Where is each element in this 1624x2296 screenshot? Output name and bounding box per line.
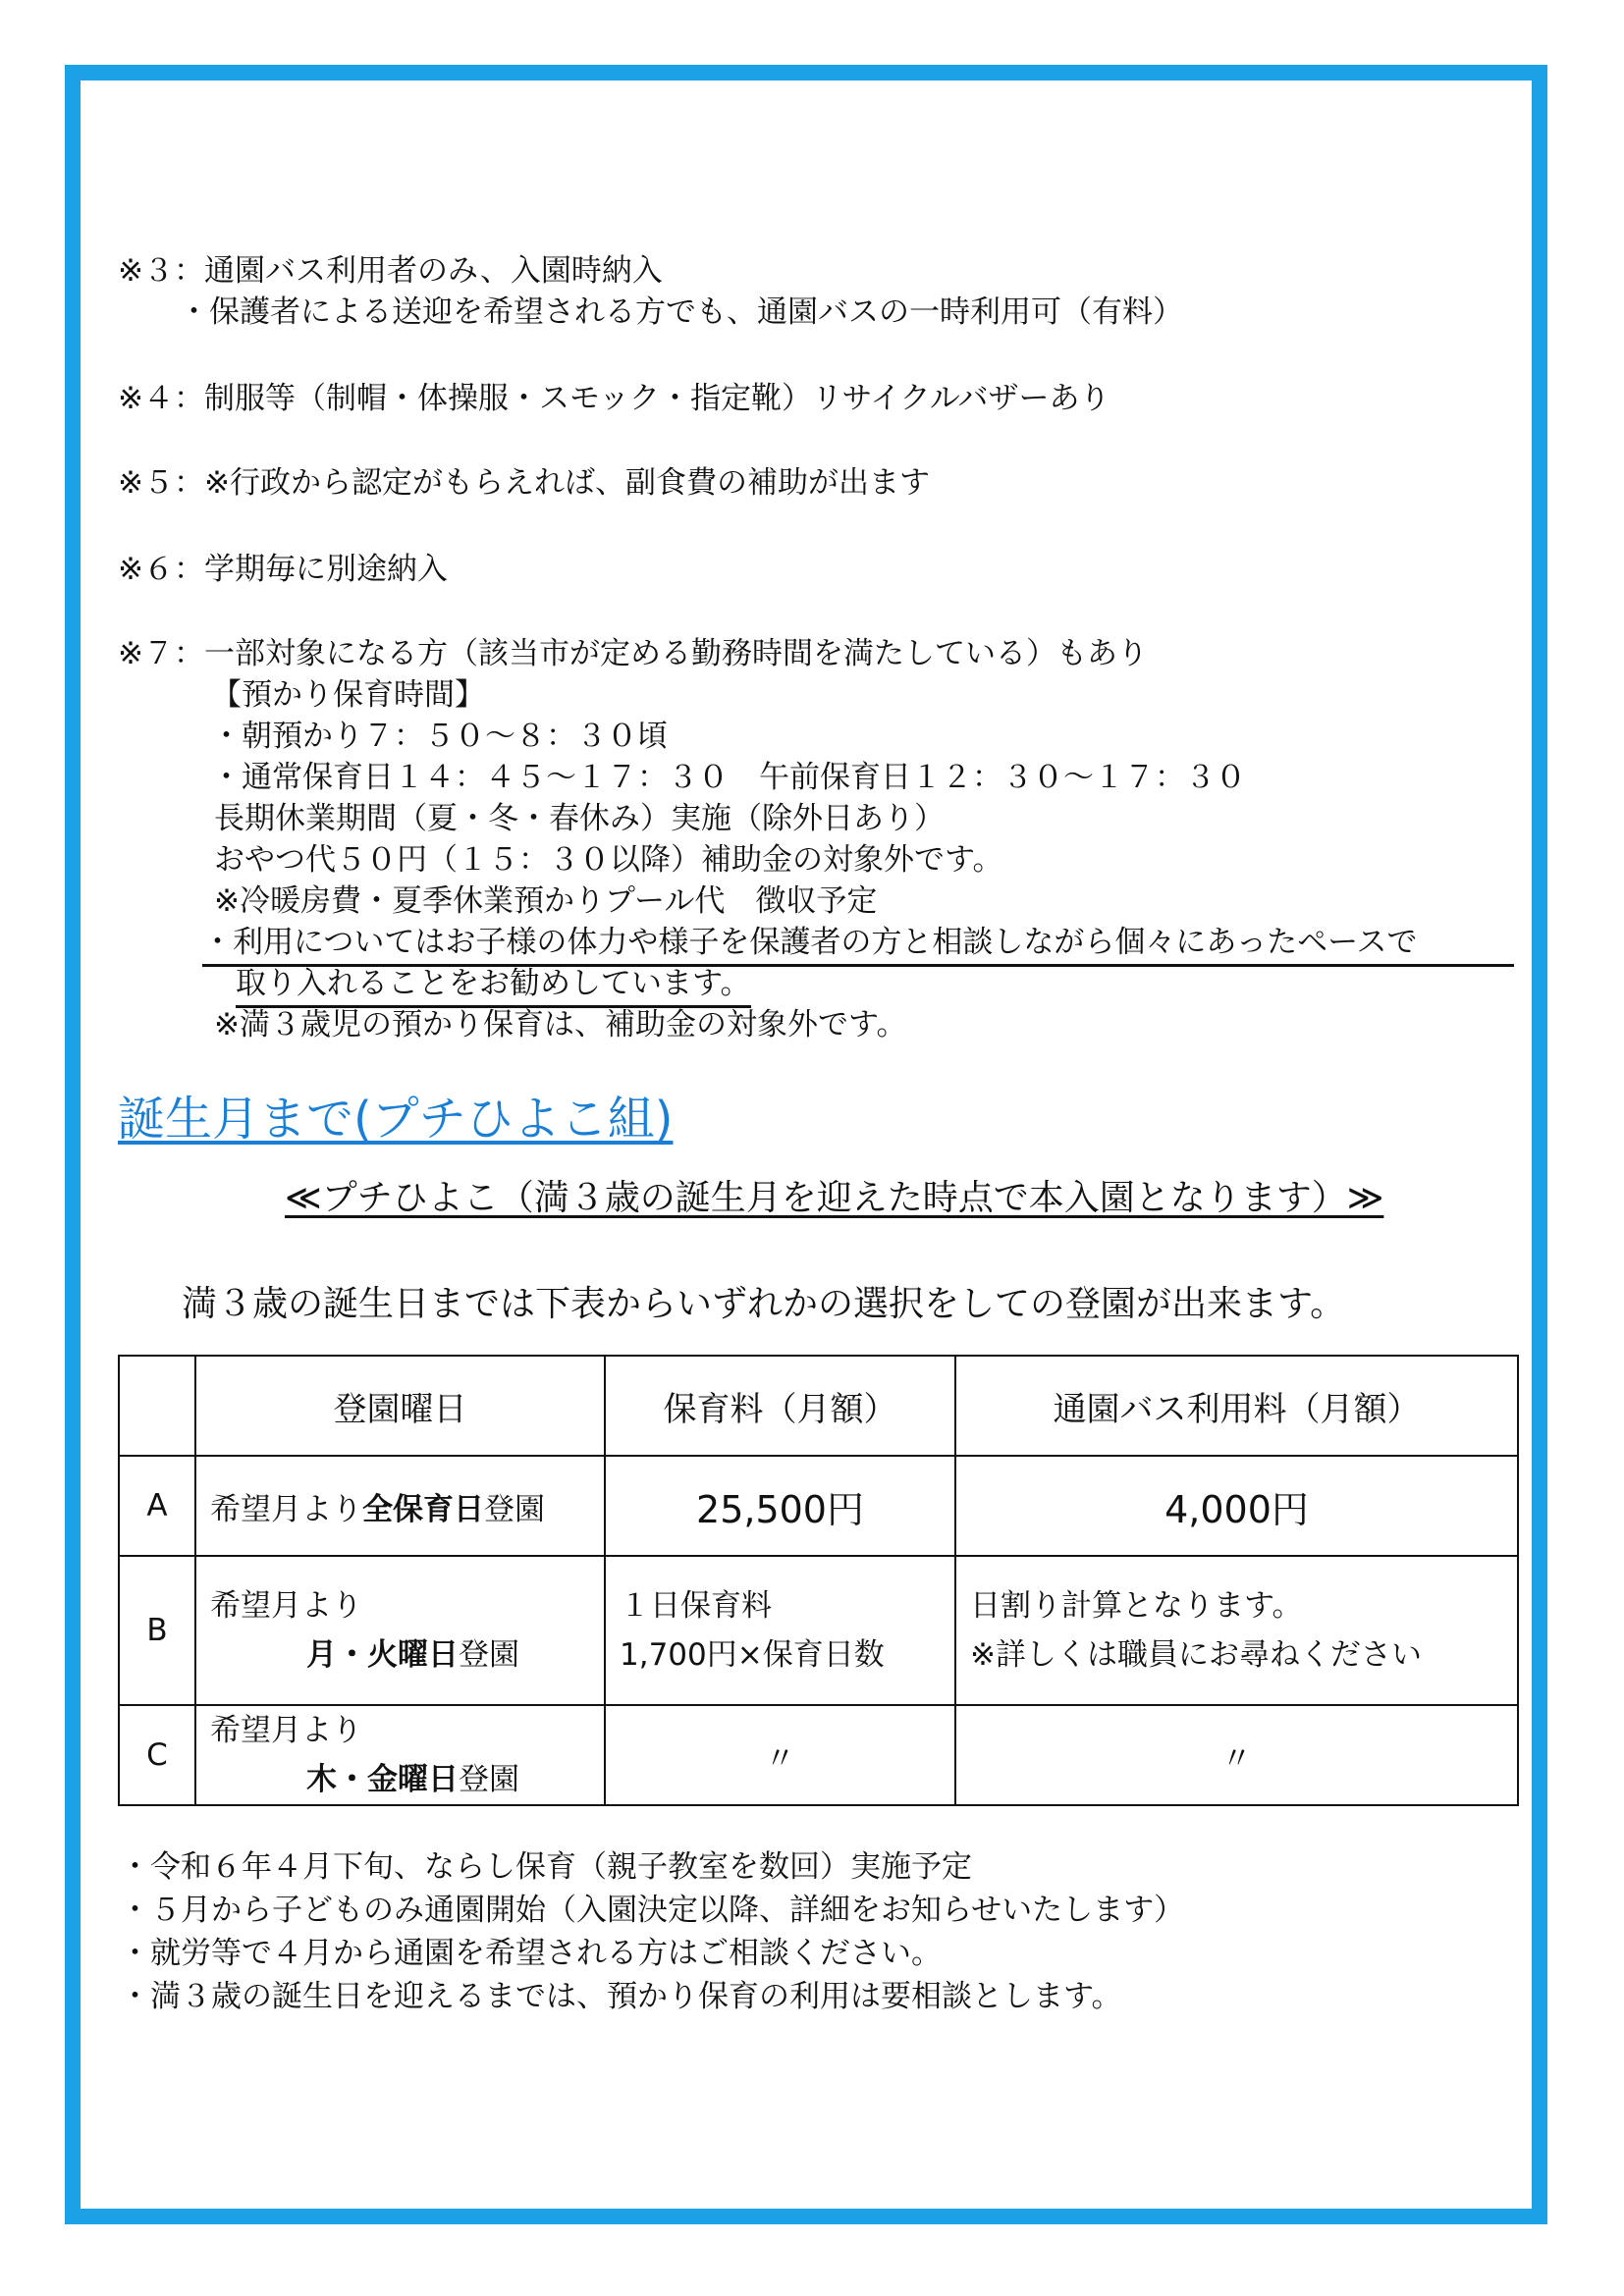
row-letter: C <box>119 1705 195 1805</box>
section-subheading: ≪プチひよこ（満３歳の誕生月を迎えた時点で本入園となります）≫ <box>285 1178 1384 1218</box>
subsidy-note: ※満３歳児の預かり保育は、補助金の対象外です。 <box>214 1007 907 1042</box>
days-bold: 月・火曜日 <box>306 1637 459 1673</box>
footer-note-1: ・令和６年４月下旬、ならし保育（親子教室を数回）実施予定 <box>120 1849 972 1885</box>
section-heading: 誕生月まで(プチひよこ組) <box>118 1092 674 1147</box>
days-prefix: 希望月より <box>210 1713 362 1748</box>
footer-note-2: ・５月から子どものみ通園開始（入園決定以降、詳細をお知らせいたします） <box>120 1893 1185 1928</box>
fee-table <box>118 1355 1519 1806</box>
fee-line-2: 1,700円×保育日数 <box>620 1637 885 1673</box>
regular-care: ・通常保育日１４：４５～１７：３０ 午前保育日１２：３０～１７：３０ <box>211 760 1246 795</box>
usage-advice: ・利用についてはお子様の体力や様子を保護者の方と相談しながら個々にあったペースで <box>202 923 1514 967</box>
row-days <box>195 1456 605 1556</box>
note-6: ※６：学期毎に別途納入 <box>118 552 448 587</box>
childcare-hours-title: 【預かり保育時間】 <box>211 677 485 713</box>
footer-note-4: ・満３歳の誕生日を迎えるまでは、預かり保育の利用は要相談とします。 <box>120 1979 1122 2014</box>
row-bus <box>955 1556 1518 1705</box>
row-letter: B <box>119 1556 195 1705</box>
section-intro: 満３歳の誕生日までは下表からいずれかの選択をしての登園が出来ます。 <box>182 1284 1346 1324</box>
table-row <box>119 1705 1518 1805</box>
row-days <box>195 1556 605 1705</box>
note-4: ※４：制服等（制帽・体操服・スモック・指定靴）リサイクルバザーあり <box>118 381 1110 416</box>
row-fee: 〃 <box>605 1705 955 1805</box>
extra-fees: ※冷暖房費・夏季休業預かりプール代 徴収予定 <box>214 883 878 919</box>
days-bold: 全保育日 <box>362 1491 484 1527</box>
footer-note-3: ・就労等で４月から通園を希望される方はご相談ください。 <box>120 1936 942 1971</box>
row-fee: 25,500円 <box>605 1456 955 1556</box>
table-row <box>119 1456 1518 1556</box>
snack-fee: おやつ代５０円（１５：３０以降）補助金の対象外です。 <box>214 842 1003 878</box>
note-5: ※５：※行政から認定がもらえれば、副食費の補助が出ます <box>118 465 930 501</box>
days-prefix: 希望月より <box>210 1491 362 1527</box>
table-header-row <box>119 1356 1518 1456</box>
days-suffix: 登園 <box>459 1637 519 1673</box>
row-bus: 4,000円 <box>955 1456 1518 1556</box>
header-fee: 保育料（月額） <box>605 1356 955 1456</box>
usage-advice-cont: 取り入れることをお勧めしています。 <box>236 964 751 1008</box>
header-days: 登園曜日 <box>195 1356 605 1456</box>
note-3: ※３：通園バス利用者のみ、入園時納入 <box>118 253 663 289</box>
row-fee <box>605 1556 955 1705</box>
days-suffix: 登園 <box>484 1491 545 1527</box>
note-3-detail: ・保護者による送迎を希望される方でも、通園バスの一時利用可（有料） <box>118 294 1183 330</box>
header-bus: 通園バス利用料（月額） <box>955 1356 1518 1456</box>
fee-line-1: １日保育料 <box>620 1588 772 1624</box>
days-bold: 木・金曜日 <box>306 1762 459 1797</box>
holiday-care: 長期休業期間（夏・冬・春休み）実施（除外日あり） <box>214 801 945 836</box>
days-prefix: 希望月より <box>210 1588 362 1624</box>
row-letter: A <box>119 1456 195 1556</box>
bus-line-1: 日割り計算となります。 <box>970 1588 1303 1624</box>
days-suffix: 登園 <box>459 1762 519 1797</box>
table-row <box>119 1556 1518 1705</box>
note-7: ※７：一部対象になる方（該当市が定める勤務時間を満たしている）もあり <box>118 636 1148 671</box>
bus-line-2: ※詳しくは職員にお尋ねください <box>970 1637 1422 1673</box>
row-bus: 〃 <box>955 1705 1518 1805</box>
header-blank <box>119 1356 195 1456</box>
row-days <box>195 1705 605 1805</box>
morning-care: ・朝預かり７：５０～８：３０頃 <box>211 719 668 754</box>
